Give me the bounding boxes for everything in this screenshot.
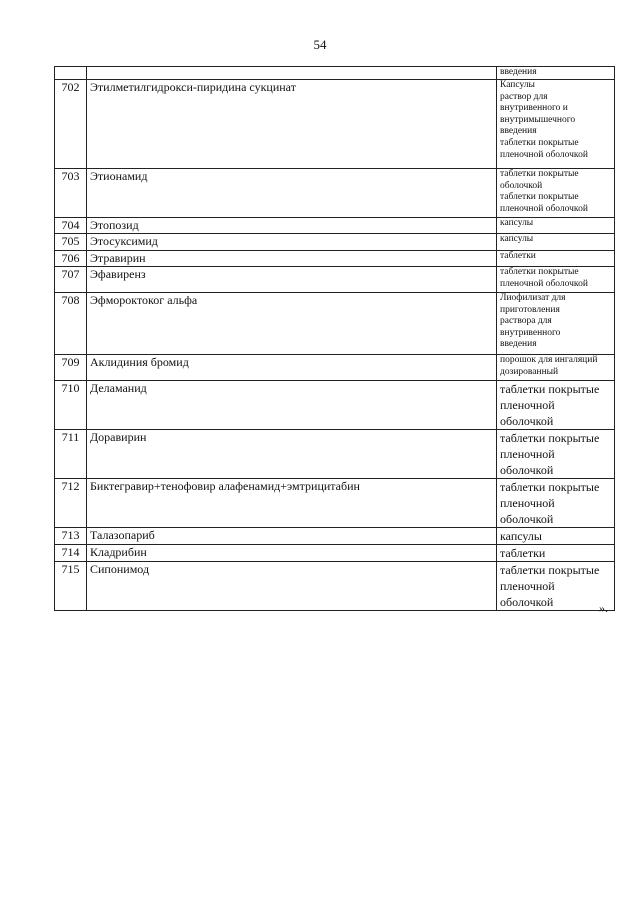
dosage-form-line: пленочной оболочкой <box>500 149 588 160</box>
drug-name: Этосуксимид <box>87 234 497 251</box>
dosage-form-line: капсулы <box>500 529 542 543</box>
table-row <box>55 545 615 562</box>
drug-name: Этионамид <box>87 169 497 218</box>
dosage-form-line: таблетки покрытые <box>500 137 579 148</box>
drug-name: Кладрибин <box>87 545 497 562</box>
table-row <box>55 528 615 545</box>
drug-name: Этравирин <box>87 251 497 267</box>
dosage-form <box>497 218 615 234</box>
dosage-form-line: оболочкой <box>500 180 543 191</box>
dosage-form-line: внутривенного и <box>500 103 568 114</box>
dosage-form-line: таблетки покрытые <box>500 431 600 445</box>
row-number: 705 <box>55 234 87 251</box>
dosage-form-line: оболочкой <box>500 414 554 428</box>
row-number <box>55 67 87 80</box>
dosage-form-line: введения <box>500 126 537 137</box>
dosage-form-line: дозированный <box>500 366 559 377</box>
drug-name <box>87 67 497 80</box>
drug-name: Биктегравир+тенофовир алафенамид+эмтрицитабин <box>87 479 497 528</box>
dosage-form <box>497 234 615 251</box>
drug-name: Доравирин <box>87 430 497 479</box>
drug-table <box>54 66 615 611</box>
drug-name: Сипонимод <box>87 562 497 611</box>
dosage-form-line: введения <box>500 67 537 77</box>
dosage-form-line: таблетки покрытые <box>500 192 579 203</box>
dosage-form-line: капсулы <box>500 218 534 228</box>
dosage-form <box>497 528 615 545</box>
row-number: 710 <box>55 381 87 430</box>
row-number: 708 <box>55 293 87 355</box>
dosage-form-line: таблетки покрытые <box>500 169 579 179</box>
dosage-form-line: таблетки <box>500 251 536 261</box>
dosage-form-line: таблетки <box>500 546 546 560</box>
dosage-form-line: таблетки покрытые <box>500 382 600 396</box>
dosage-form-line: введения <box>500 339 537 350</box>
dosage-form-line: раствора для <box>500 316 552 327</box>
row-number: 713 <box>55 528 87 545</box>
dosage-form-line: оболочкой <box>500 463 554 477</box>
dosage-form <box>497 267 615 293</box>
drug-name: Талазопариб <box>87 528 497 545</box>
row-number: 704 <box>55 218 87 234</box>
table-row <box>55 479 615 528</box>
dosage-form-line: оболочкой <box>500 512 554 526</box>
table-row <box>55 355 615 381</box>
table-row <box>55 267 615 293</box>
dosage-form-line: приготовления <box>500 304 560 315</box>
page-number: 54 <box>313 37 327 52</box>
dosage-form-line: пленочной оболочкой <box>500 203 588 214</box>
dosage-form <box>497 80 615 169</box>
closing-quote-mark: ». <box>599 601 608 615</box>
drug-name: Этопозид <box>87 218 497 234</box>
dosage-form <box>497 562 615 611</box>
dosage-form <box>497 67 615 80</box>
dosage-form <box>497 430 615 479</box>
dosage-form-line: пленочной <box>500 447 555 461</box>
row-number: 702 <box>55 80 87 169</box>
row-number: 707 <box>55 267 87 293</box>
table-row <box>55 234 615 251</box>
dosage-form-line: таблетки покрытые <box>500 267 579 277</box>
dosage-form-line: таблетки покрытые <box>500 480 600 494</box>
dosage-form-line: внутримышечного <box>500 114 576 125</box>
drug-name: Эфавиренз <box>87 267 497 293</box>
table-row <box>55 218 615 234</box>
dosage-form-line: Капсулы <box>500 80 535 90</box>
dosage-form-line: таблетки покрытые <box>500 563 600 577</box>
dosage-form <box>497 381 615 430</box>
dosage-form-line: Лиофилизат для <box>500 293 566 303</box>
drug-name: Аклидиния бромид <box>87 355 497 381</box>
table-row <box>55 381 615 430</box>
dosage-form-line: порошок для ингаляций <box>500 355 598 365</box>
table-row <box>55 80 615 169</box>
drug-name: Эфмороктоког альфа <box>87 293 497 355</box>
dosage-form-line: пленочной <box>500 496 555 510</box>
row-number: 711 <box>55 430 87 479</box>
table-row <box>55 293 615 355</box>
drug-name: Деламанид <box>87 381 497 430</box>
row-number: 703 <box>55 169 87 218</box>
table-row <box>55 562 615 611</box>
table-body <box>55 67 615 611</box>
dosage-form <box>497 545 615 562</box>
dosage-form <box>497 169 615 218</box>
dosage-form-line: оболочкой <box>500 595 554 609</box>
dosage-form <box>497 293 615 355</box>
dosage-form <box>497 479 615 528</box>
table-row <box>55 169 615 218</box>
drug-name: Этилметилгидрокси-пиридина сукцинат <box>87 80 497 169</box>
dosage-form <box>497 355 615 381</box>
dosage-form-line: пленочной <box>500 398 555 412</box>
dosage-form-line: пленочной <box>500 579 555 593</box>
dosage-form-line: капсулы <box>500 234 534 244</box>
table-row <box>55 430 615 479</box>
table-row <box>55 67 615 80</box>
dosage-form <box>497 251 615 267</box>
row-number: 706 <box>55 251 87 267</box>
row-number: 714 <box>55 545 87 562</box>
row-number: 709 <box>55 355 87 381</box>
dosage-form-line: раствор для <box>500 91 548 102</box>
dosage-form-line: пленочной оболочкой <box>500 278 588 289</box>
row-number: 712 <box>55 479 87 528</box>
table-row <box>55 251 615 267</box>
dosage-form-line: внутривенного <box>500 327 561 338</box>
row-number: 715 <box>55 562 87 611</box>
